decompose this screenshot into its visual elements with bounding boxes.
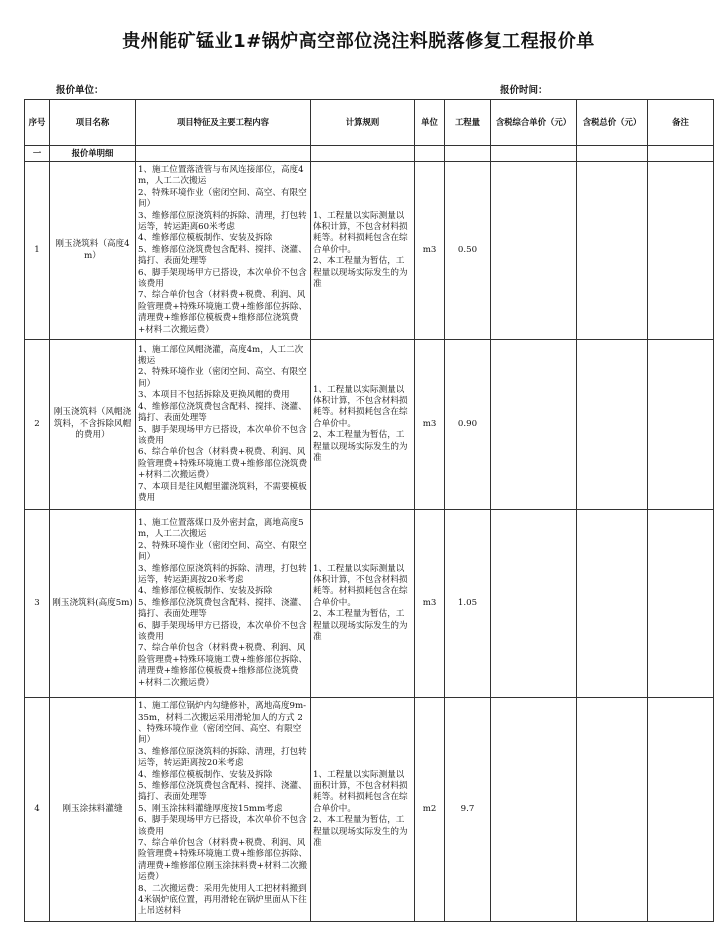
quote-unit-label: 报价单位： [56,85,104,96]
table-row [25,340,714,510]
row-name: 刚玉浇筑料（风帽浇筑料，不含拆除风帽的费用） [50,340,136,510]
row-features: 1、施工位置落渣管与布风连接部位，高度4m，人工二次搬运 2、特殊环境作业（密闭空间、高空、有限空间） 3、维修部位原浇筑料的拆除、清理，打包转运等，转运距离60米考虑 4、维修部位模板制作、安装及拆除 5、维修部位浇筑费包含配料、搅拌、浇灌、捣打、表面处理等 6、脚手架现场甲方已搭设，本次单价不包含该费用 7、综合单价包含（材料费+税费、利润、风险管理费+特殊环境施工费+维修部位拆除、清理费+维修部位模板费+维修部位浇筑费+材料二次搬运费） [136,162,311,340]
row-unit: m3 [415,510,445,698]
section-label: 报价单明细 [50,146,136,162]
row-name: 刚玉浇筑料(高度5m) [50,510,136,698]
table-row [25,162,714,340]
section-cell [136,146,311,162]
section-cell [445,146,491,162]
row-no: 4 [25,698,50,922]
row-remark[interactable] [648,698,714,922]
section-cell [577,146,648,162]
row-name: 刚玉浇筑料（高度4m） [50,162,136,340]
section-cell [311,146,415,162]
header-features: 项目特征及主要工程内容 [136,100,311,146]
row-rules: 1、工程量以实际测量以面积计算，不包含材料损耗等。材料损耗包含在综合单价中。 2、本工程量为暂估，工程量以现场实际发生的为准 [311,698,415,922]
row-no: 2 [25,340,50,510]
row-unit: m2 [415,698,445,922]
page-title: 贵州能矿锰业1#锅炉高空部位浇注料脱落修复工程报价单 [122,31,595,52]
row-remark[interactable] [648,162,714,340]
row-quantity: 0.50 [445,162,491,340]
header-unit: 单位 [415,100,445,146]
row-features: 1、施工部位锅炉内勾缝修补，离地高度9m-35m，材料二次搬运采用滑轮加人的方式 2 、特殊环境作业（密闭空间、高空、有限空间） 3、维修部位原浇筑料的拆除、清理，打包转运等，转运距离按20米考虑 4、维修部位模板制作、安装及拆除 5、维修部位浇筑费包含配料、搅拌、浇灌、捣打、表面处理等 5、刚玉涂抹料灌缝厚度按15mm考虑 6、脚手架现场甲方已搭设，本次单价不包含该费用 7、综合单价包含（材料费+税费、利润、风险管理费+特殊环境施工费+维修部位拆除、清理费+维修部位刚玉涂抹料费+材料二次搬运费） 8、二次搬运费：采用先使用人工把材料搬到4米锅炉底位置，再用滑轮在锅炉里面从下往上吊送材料 [136,698,311,922]
header-unit-price: 含税综合单价（元） [491,100,577,146]
row-unit-price[interactable] [491,340,577,510]
header-no: 序号 [25,100,50,146]
row-quantity: 9.7 [445,698,491,922]
row-features: 1、施工位置落煤口及外密封盒，离地高度5m，人工二次搬运 2、特殊环境作业（密闭空间、高空、有限空间） 3、维修部位原浇筑料的拆除、清理，打包转运等，转运距离按20米考虑 4、维修部位模板制作、安装及拆除 5、维修部位浇筑费包含配料、搅拌、浇灌、捣打、表面处理等 6、脚手架现场甲方已搭设，本次单价不包含该费用 7、综合单价包含（材料费+税费、利润、风险管理费+特殊环境施工费+维修部位拆除、清理费+维修部位模板费+维修部位浇筑费+材料二次搬运费） [136,510,311,698]
row-total[interactable] [577,162,648,340]
row-total[interactable] [577,698,648,922]
row-remark[interactable] [648,340,714,510]
header-rules: 计算规则 [311,100,415,146]
row-rules: 1、工程量以实际测量以体积计算，不包含材料损耗等。材料损耗包含在综合单价中。 2、本工程量为暂估，工程量以现场实际发生的为准 [311,510,415,698]
row-unit: m3 [415,162,445,340]
section-cell [648,146,714,162]
header-total: 含税总价（元） [577,100,648,146]
row-quantity: 0.90 [445,340,491,510]
row-total[interactable] [577,340,648,510]
row-features: 1、施工部位风帽浇灌，高度4m，人工二次搬运 2、特殊环境作业（密闭空间、高空、有限空间） 3、本项目不包括拆除及更换风帽的费用 4、维修部位浇筑费包含配料、搅拌、浇灌、捣打、表面处理等 5、脚手架现场甲方已搭设，本次单价不包含该费用 6、综合单价包含（材料费+税费、利润、风险管理费+特殊环境施工费+维修部位浇筑费+材料二次搬运费） 7、本项目是往风帽里灌浇筑料，不需要模板费用 [136,340,311,510]
row-unit-price[interactable] [491,698,577,922]
section-cell [491,146,577,162]
quote-time-label: 报价时间： [500,85,548,96]
row-quantity: 1.05 [445,510,491,698]
header-row [25,100,714,146]
header-remark: 备注 [648,100,714,146]
section-row [25,146,714,162]
table-row [25,698,714,922]
row-remark[interactable] [648,510,714,698]
row-total[interactable] [577,510,648,698]
row-unit: m3 [415,340,445,510]
section-no: 一 [25,146,50,162]
row-no: 1 [25,162,50,340]
quotation-table [24,99,714,922]
row-name: 刚玉涂抹料灌缝 [50,698,136,922]
section-cell [415,146,445,162]
table-row [25,510,714,698]
header-quantity: 工程量 [445,100,491,146]
row-unit-price[interactable] [491,162,577,340]
header-name: 项目名称 [50,100,136,146]
row-rules: 1、工程量以实际测量以体积计算，不包含材料损耗等。材料损耗包含在综合单价中。 2、本工程量为暂估，工程量以现场实际发生的为准 [311,162,415,340]
row-no: 3 [25,510,50,698]
row-unit-price[interactable] [491,510,577,698]
row-rules: 1、工程量以实际测量以体积计算，不包含材料损耗等。材料损耗包含在综合单价中。 2、本工程量为暂估，工程量以现场实际发生的为准 [311,340,415,510]
